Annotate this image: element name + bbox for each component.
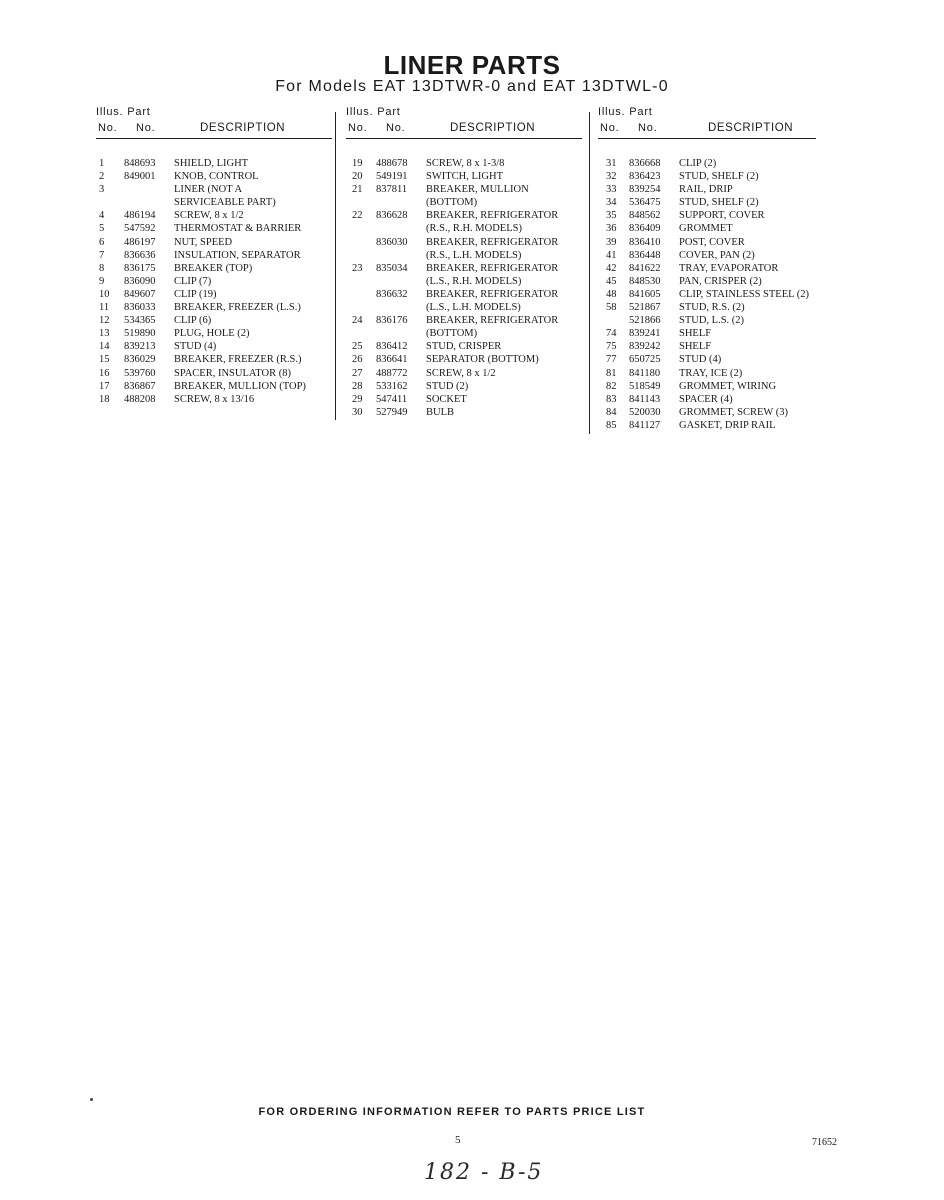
part-description: SCREW, 8 x 1/2 bbox=[174, 210, 244, 222]
parts-row bbox=[598, 209, 816, 222]
parts-list bbox=[96, 157, 332, 406]
parts-row bbox=[598, 222, 816, 235]
part-description: SCREW, 8 x 1-3/8 bbox=[426, 158, 505, 169]
part-description: COVER, PAN (2) bbox=[679, 249, 755, 261]
part-number: 488678 bbox=[376, 158, 408, 169]
part-number: 486197 bbox=[124, 236, 156, 248]
parts-row bbox=[96, 222, 332, 235]
part-number: 836030 bbox=[376, 236, 408, 248]
parts-row bbox=[346, 236, 582, 249]
parts-row bbox=[346, 262, 582, 275]
part-number: 547411 bbox=[376, 393, 408, 405]
part-description: CLIP (2) bbox=[679, 158, 717, 169]
part-description: INSULATION, SEPARATOR bbox=[174, 249, 301, 261]
no-label: No. bbox=[638, 122, 658, 134]
part-number: 539760 bbox=[124, 367, 156, 379]
part-description: SPACER (4) bbox=[679, 393, 733, 405]
illus-number: 42 bbox=[606, 262, 617, 274]
parts-row bbox=[346, 393, 582, 406]
illus-number: 58 bbox=[606, 302, 617, 314]
illus-number: 7 bbox=[99, 249, 105, 261]
illus-number: 39 bbox=[606, 236, 617, 248]
ordering-note: FOR ORDERING INFORMATION REFER TO PARTS PRICE LIST bbox=[258, 1106, 646, 1118]
part-number: 841127 bbox=[629, 419, 661, 431]
part-description: SEPARATOR (BOTTOM) bbox=[426, 354, 539, 366]
parts-row bbox=[346, 340, 582, 353]
parts-row bbox=[346, 380, 582, 393]
part-description: SOCKET bbox=[426, 393, 467, 405]
parts-list bbox=[598, 157, 816, 432]
part-number: 534365 bbox=[124, 315, 156, 327]
parts-row bbox=[598, 393, 816, 406]
parts-row bbox=[346, 209, 582, 222]
illus-number: 3 bbox=[99, 184, 105, 196]
part-description: TRAY, ICE (2) bbox=[679, 367, 743, 379]
parts-row bbox=[96, 157, 332, 170]
parts-row bbox=[598, 249, 816, 262]
illus-number: 25 bbox=[352, 341, 363, 353]
page-number: 5 bbox=[455, 1134, 461, 1146]
part-number: 536475 bbox=[629, 197, 661, 209]
parts-row bbox=[598, 314, 816, 327]
part-number: 848562 bbox=[629, 210, 661, 222]
part-number: 520030 bbox=[629, 406, 661, 418]
column-divider bbox=[589, 112, 590, 434]
parts-row bbox=[346, 406, 582, 419]
illus-number: 41 bbox=[606, 249, 617, 261]
part-description: PLUG, HOLE (2) bbox=[174, 328, 250, 340]
part-description: TRAY, EVAPORATOR bbox=[679, 262, 779, 274]
parts-row bbox=[96, 288, 332, 301]
illus-number: 6 bbox=[99, 236, 105, 248]
part-number: 488772 bbox=[376, 367, 408, 379]
parts-column-1 bbox=[96, 104, 332, 406]
illus-number: 45 bbox=[606, 275, 617, 287]
no-label: No. bbox=[98, 122, 118, 134]
parts-row bbox=[96, 393, 332, 406]
part-description: RAIL, DRIP bbox=[679, 184, 733, 196]
illus-number: 19 bbox=[352, 158, 363, 169]
description-label: DESCRIPTION bbox=[200, 122, 286, 134]
parts-row bbox=[598, 406, 816, 419]
part-number: 841180 bbox=[629, 367, 661, 379]
handwritten-note: 182 - B-5 bbox=[424, 1160, 544, 1185]
parts-row bbox=[96, 301, 332, 314]
parts-row bbox=[96, 340, 332, 353]
part-number: 519890 bbox=[124, 328, 156, 340]
part-description: STUD, SHELF (2) bbox=[679, 197, 759, 209]
illus-number: 13 bbox=[99, 328, 110, 340]
parts-row bbox=[598, 183, 816, 196]
illus-number: 74 bbox=[606, 328, 617, 340]
page-title: LINER PARTS bbox=[383, 50, 561, 80]
illus-number: 35 bbox=[606, 210, 617, 222]
part-number: 839213 bbox=[124, 341, 156, 353]
parts-row bbox=[598, 157, 816, 170]
part-number: 836448 bbox=[629, 249, 661, 261]
parts-row bbox=[346, 327, 582, 340]
parts-column-3 bbox=[598, 104, 816, 432]
parts-column-2 bbox=[346, 104, 582, 419]
part-description: (R.S., R.H. MODELS) bbox=[426, 223, 522, 235]
part-description: GROMMET, WIRING bbox=[679, 380, 777, 392]
parts-row bbox=[598, 327, 816, 340]
part-description: PAN, CRISPER (2) bbox=[679, 275, 762, 287]
column-header bbox=[96, 104, 332, 139]
part-number: 547592 bbox=[124, 223, 156, 235]
part-number: 836409 bbox=[629, 223, 661, 235]
illus-number: 30 bbox=[352, 406, 363, 418]
part-description: SHELF bbox=[679, 328, 712, 340]
parts-row bbox=[96, 236, 332, 249]
part-description: THERMOSTAT & BARRIER bbox=[174, 223, 302, 235]
document-number: 71652 bbox=[812, 1137, 837, 1148]
illus-part-label: Illus. Part bbox=[598, 106, 653, 118]
parts-row bbox=[598, 353, 816, 366]
parts-row bbox=[346, 249, 582, 262]
part-number: 837811 bbox=[376, 184, 408, 196]
parts-row bbox=[96, 314, 332, 327]
parts-row bbox=[96, 353, 332, 366]
parts-row bbox=[346, 275, 582, 288]
illus-number: 1 bbox=[99, 158, 105, 169]
part-description: KNOB, CONTROL bbox=[174, 171, 259, 183]
part-number: 527949 bbox=[376, 406, 408, 418]
parts-row bbox=[346, 353, 582, 366]
illus-number: 27 bbox=[352, 367, 363, 379]
column-divider bbox=[335, 112, 336, 420]
parts-row bbox=[346, 196, 582, 209]
parts-row bbox=[598, 367, 816, 380]
scan-speck bbox=[90, 1098, 93, 1101]
part-number: 486194 bbox=[124, 210, 156, 222]
illus-number: 31 bbox=[606, 158, 617, 169]
part-description: STUD, R.S. (2) bbox=[679, 302, 745, 314]
part-number: 836632 bbox=[376, 288, 408, 300]
parts-row bbox=[346, 288, 582, 301]
illus-number: 29 bbox=[352, 393, 363, 405]
part-number: 839242 bbox=[629, 341, 661, 353]
description-label: DESCRIPTION bbox=[708, 122, 794, 134]
part-description: LINER (NOT A bbox=[174, 184, 243, 196]
parts-row bbox=[346, 301, 582, 314]
parts-row bbox=[598, 380, 816, 393]
part-description: SHELF bbox=[679, 341, 712, 353]
part-description: BREAKER, REFRIGERATOR bbox=[426, 288, 559, 300]
parts-row bbox=[346, 157, 582, 170]
part-number: 849607 bbox=[124, 288, 156, 300]
illus-number: 75 bbox=[606, 341, 617, 353]
part-description: STUD, L.S. (2) bbox=[679, 315, 745, 327]
part-number: 836175 bbox=[124, 262, 156, 274]
parts-row bbox=[346, 183, 582, 196]
illus-number: 17 bbox=[99, 380, 110, 392]
part-number: 839254 bbox=[629, 184, 661, 196]
illus-number: 81 bbox=[606, 367, 617, 379]
part-number: 518549 bbox=[629, 380, 661, 392]
parts-row bbox=[96, 249, 332, 262]
illus-number: 22 bbox=[352, 210, 363, 222]
illus-number: 32 bbox=[606, 171, 617, 183]
no-label: No. bbox=[386, 122, 406, 134]
parts-row bbox=[598, 262, 816, 275]
parts-row bbox=[598, 196, 816, 209]
parts-row bbox=[346, 170, 582, 183]
no-label: No. bbox=[600, 122, 620, 134]
parts-row bbox=[598, 419, 816, 432]
parts-row bbox=[598, 301, 816, 314]
part-number: 836176 bbox=[376, 315, 408, 327]
parts-row bbox=[346, 222, 582, 235]
part-description: BREAKER, REFRIGERATOR bbox=[426, 262, 559, 274]
part-description: NUT, SPEED bbox=[174, 236, 233, 248]
illus-number: 26 bbox=[352, 354, 363, 366]
column-header bbox=[598, 104, 816, 139]
illus-number: 9 bbox=[99, 275, 105, 287]
illus-number: 5 bbox=[99, 223, 105, 235]
part-description: (L.S., R.H. MODELS) bbox=[426, 275, 522, 287]
part-description: STUD (4) bbox=[679, 354, 722, 366]
part-description: BREAKER, FREEZER (L.S.) bbox=[174, 302, 301, 314]
illus-number: 28 bbox=[352, 380, 363, 392]
parts-row bbox=[96, 275, 332, 288]
part-description: STUD (2) bbox=[426, 380, 469, 392]
parts-row bbox=[598, 288, 816, 301]
part-description: SCREW, 8 x 13/16 bbox=[174, 393, 255, 405]
part-description: BREAKER, MULLION (TOP) bbox=[174, 380, 306, 392]
illus-number: 24 bbox=[352, 315, 363, 327]
part-description: GROMMET, SCREW (3) bbox=[679, 406, 788, 418]
parts-row bbox=[598, 340, 816, 353]
parts-row bbox=[96, 170, 332, 183]
illus-number: 85 bbox=[606, 419, 617, 431]
column-header bbox=[346, 104, 582, 139]
part-description: SHIELD, LIGHT bbox=[174, 158, 249, 169]
no-label: No. bbox=[348, 122, 368, 134]
part-number: 488208 bbox=[124, 393, 156, 405]
illus-part-label: Illus. Part bbox=[346, 106, 401, 118]
illus-number: 48 bbox=[606, 288, 617, 300]
part-description: CLIP, STAINLESS STEEL (2) bbox=[679, 288, 810, 300]
illus-number: 82 bbox=[606, 380, 617, 392]
part-number: 836090 bbox=[124, 275, 156, 287]
part-number: 549191 bbox=[376, 171, 408, 183]
part-number: 836410 bbox=[629, 236, 661, 248]
part-description: BREAKER, REFRIGERATOR bbox=[426, 236, 559, 248]
part-number: 836636 bbox=[124, 249, 156, 261]
parts-row bbox=[346, 314, 582, 327]
part-description: BREAKER (TOP) bbox=[174, 262, 253, 274]
part-number: 839241 bbox=[629, 328, 661, 340]
part-description: SCREW, 8 x 1/2 bbox=[426, 367, 496, 379]
part-description: (R.S., L.H. MODELS) bbox=[426, 249, 522, 261]
part-number: 841605 bbox=[629, 288, 661, 300]
part-number: 836029 bbox=[124, 354, 156, 366]
part-description: GROMMET bbox=[679, 223, 733, 235]
parts-row bbox=[96, 183, 332, 196]
illus-number: 33 bbox=[606, 184, 617, 196]
illus-number: 15 bbox=[99, 354, 110, 366]
parts-row bbox=[598, 275, 816, 288]
parts-row bbox=[96, 380, 332, 393]
part-description: GASKET, DRIP RAIL bbox=[679, 419, 776, 431]
illus-number: 20 bbox=[352, 171, 363, 183]
part-number: 849001 bbox=[124, 171, 156, 183]
part-description: STUD (4) bbox=[174, 341, 217, 353]
part-description: POST, COVER bbox=[679, 236, 745, 248]
parts-row bbox=[96, 196, 332, 209]
part-number: 841143 bbox=[629, 393, 661, 405]
parts-row bbox=[96, 367, 332, 380]
illus-number: 83 bbox=[606, 393, 617, 405]
parts-row bbox=[346, 367, 582, 380]
illus-number: 18 bbox=[99, 393, 110, 405]
part-number: 533162 bbox=[376, 380, 408, 392]
part-description: BREAKER, REFRIGERATOR bbox=[426, 315, 559, 327]
illus-number: 4 bbox=[99, 210, 105, 222]
illus-number: 11 bbox=[99, 302, 110, 314]
illus-number: 2 bbox=[99, 171, 105, 183]
part-number: 836033 bbox=[124, 302, 156, 314]
part-number: 848693 bbox=[124, 158, 156, 169]
parts-row bbox=[96, 327, 332, 340]
illus-number: 16 bbox=[99, 367, 110, 379]
illus-number: 21 bbox=[352, 184, 363, 196]
part-description: BREAKER, MULLION bbox=[426, 184, 529, 196]
parts-row bbox=[598, 170, 816, 183]
part-number: 836867 bbox=[124, 380, 156, 392]
no-label: No. bbox=[136, 122, 156, 134]
part-description: SPACER, INSULATOR (8) bbox=[174, 367, 291, 379]
part-description: BREAKER, FREEZER (R.S.) bbox=[174, 354, 302, 366]
illus-number: 77 bbox=[606, 354, 617, 366]
part-number: 521866 bbox=[629, 315, 661, 327]
part-description: CLIP (19) bbox=[174, 288, 217, 300]
part-number: 848530 bbox=[629, 275, 661, 287]
illus-part-label: Illus. Part bbox=[96, 106, 151, 118]
part-number: 521867 bbox=[629, 302, 661, 314]
illus-number: 34 bbox=[606, 197, 617, 209]
parts-row bbox=[96, 209, 332, 222]
parts-row bbox=[598, 236, 816, 249]
part-description: CLIP (6) bbox=[174, 315, 212, 327]
part-number: 836641 bbox=[376, 354, 408, 366]
part-description: (L.S., L.H. MODELS) bbox=[426, 302, 521, 314]
part-number: 836628 bbox=[376, 210, 408, 222]
illus-number: 10 bbox=[99, 288, 110, 300]
part-description: BREAKER, REFRIGERATOR bbox=[426, 210, 559, 222]
part-number: 650725 bbox=[629, 354, 661, 366]
illus-number: 84 bbox=[606, 406, 617, 418]
part-description: (BOTTOM) bbox=[426, 328, 478, 340]
illus-number: 8 bbox=[99, 262, 105, 274]
part-description: SWITCH, LIGHT bbox=[426, 171, 503, 183]
illus-number: 14 bbox=[99, 341, 110, 353]
part-description: (BOTTOM) bbox=[426, 197, 478, 209]
part-number: 835034 bbox=[376, 262, 408, 274]
page-subtitle: For Models EAT 13DTWR-0 and EAT 13DTWL-0 bbox=[275, 78, 669, 95]
parts-list bbox=[346, 157, 582, 419]
part-description: STUD, CRISPER bbox=[426, 341, 502, 353]
illus-number: 36 bbox=[606, 223, 617, 235]
part-description: SERVICEABLE PART) bbox=[174, 197, 276, 209]
illus-number: 23 bbox=[352, 262, 363, 274]
part-number: 836423 bbox=[629, 171, 661, 183]
part-description: CLIP (7) bbox=[174, 275, 212, 287]
illus-number: 12 bbox=[99, 315, 110, 327]
parts-row bbox=[96, 262, 332, 275]
part-description: STUD, SHELF (2) bbox=[679, 171, 759, 183]
part-description: BULB bbox=[426, 406, 455, 418]
part-number: 841622 bbox=[629, 262, 661, 274]
part-number: 836668 bbox=[629, 158, 661, 169]
part-description: SUPPORT, COVER bbox=[679, 210, 765, 222]
description-label: DESCRIPTION bbox=[450, 122, 536, 134]
part-number: 836412 bbox=[376, 341, 408, 353]
